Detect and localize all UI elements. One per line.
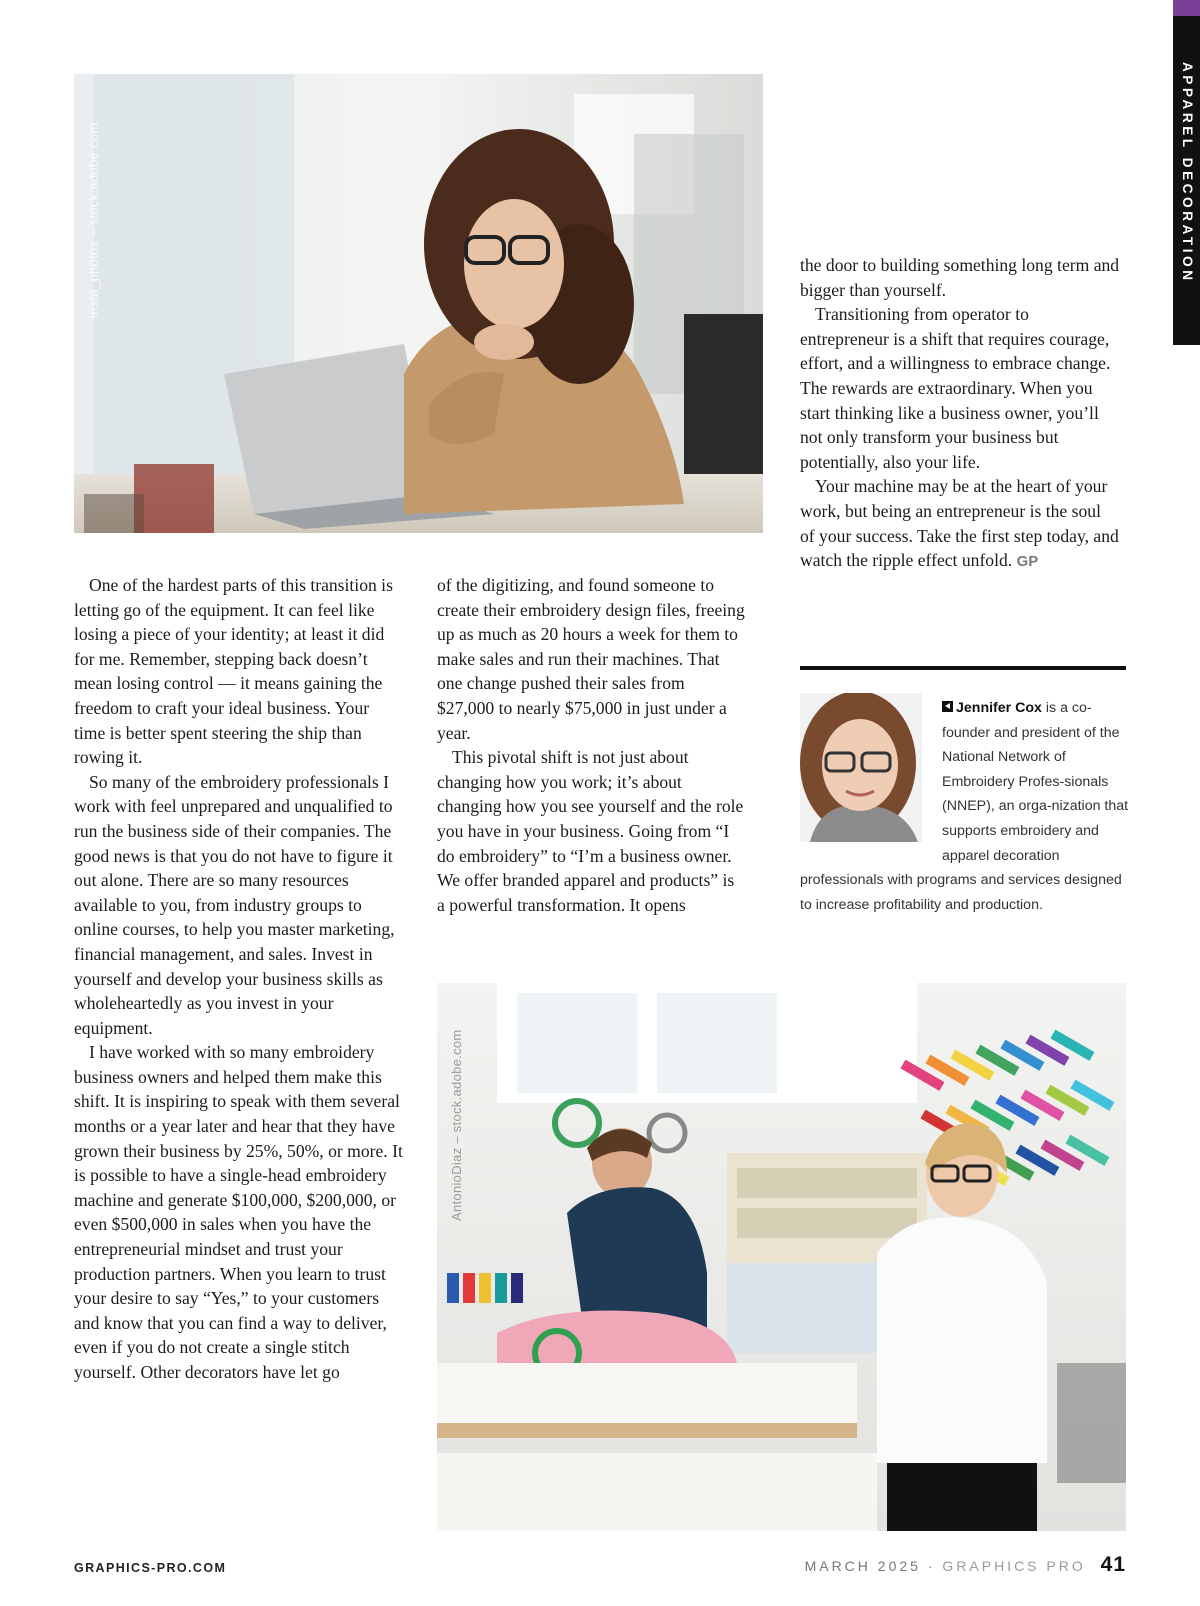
end-mark: GP (1016, 553, 1039, 571)
woman-at-laptop-photo (74, 74, 763, 533)
footer-publication: GRAPHICS PRO (942, 1558, 1086, 1574)
section-tab-label: APPAREL DECORATION (1180, 62, 1195, 284)
author-bio-icon (942, 701, 953, 712)
page-number: 41 (1100, 1553, 1126, 1576)
author-bio (800, 696, 1130, 917)
article-column-1 (74, 573, 404, 1385)
paragraph: the door to building something long term and bigger than yourself. (800, 255, 1120, 300)
footer-separator: · (927, 1558, 936, 1574)
photo-credit-top: insta_photos – stock.adobe.com (86, 122, 101, 318)
paragraph-text: Your machine may be at the heart of your work, but being an entrepreneur is the soul of your success. Take the first step today, and watch the ripple effect unfold. (800, 476, 1119, 571)
article-column-2 (437, 573, 745, 917)
embroidery-shop-photo (437, 983, 1126, 1531)
paragraph: I have worked with so many embroidery business owners and helped them make this shift. It is inspiring to speak with them several months or a year later and hear that they have grown their business by 25%, 50%, or more. It is possible to have a single-head embroidery machine and generate $100,000, $200,000, or even $500,000 in sales when you have the entrepreneurial mindset and trust your production partners. When you learn to trust your desire to say “Yes,” to your customers and know that you can find a way to deliver, even if you do not create a single stitch yourself. Other decorators have let go (74, 1042, 403, 1382)
footer-folio (805, 1553, 1126, 1577)
author-bio-text: is a co-founder and president of the National Network of Embroidery Profes-sionals (NNEP), an orga-nization that supports embroidery and apparel decoration professionals with programs and services designed to increase profitability and production. (800, 700, 1129, 913)
article-column-3 (800, 253, 1120, 575)
photo-credit-bottom: AntonioDiaz – stock.adobe.com (449, 1029, 464, 1221)
paragraph: Transitioning from operator to entrepreneur is a shift that requires courage, effort, and a willingness to embrace change. The rewards are extraordinary. When you start thinking like a business owner, you’ll not only transform your business but potentially, also your life. (800, 304, 1111, 472)
footer-site: GRAPHICS-PRO.COM (74, 1561, 227, 1575)
footer-issue: MARCH 2025 (804, 1558, 921, 1574)
paragraph: This pivotal shift is not just about changing how you work; it’s about changing how you see yourself and the role you have in your business. Going from “I do embroidery” to “I’m a business owner. We offer branded apparel and products” is a powerful transformation. It opens (437, 747, 744, 915)
paragraph: of the digitizing, and found someone to create their embroidery design files, freeing up as much as 20 hours a week for them to make sales and run their machines. That one change pushed their sales from $27,000 to nearly $75,000 in just under a year. (437, 575, 745, 743)
author-headshot-photo (800, 693, 922, 842)
paragraph (800, 474, 1120, 574)
paragraph: So many of the embroidery professionals I work with feel unprepared and unqualified to run the business side of their companies. The good news is that you do not have to figure it out alone. There are so many resources available to you, from industry groups to online courses, to help you master marketing, financial management, and sales. Invest in yourself and develop your business skills as wholeheartedly as you invest in your equipment. (74, 771, 395, 1038)
author-name: Jennifer Cox (956, 700, 1042, 716)
section-tab-accent (1173, 0, 1200, 16)
paragraph: One of the hardest parts of this transition is letting go of the equipment. It can feel like losing a piece of your identity; at least it did for me. Remember, stepping back doesn’t mean losing control — it means gaining the freedom to craft your ideal business. Your time is better spent steering the ship than rowing it. (74, 575, 393, 768)
bio-divider (800, 666, 1126, 670)
